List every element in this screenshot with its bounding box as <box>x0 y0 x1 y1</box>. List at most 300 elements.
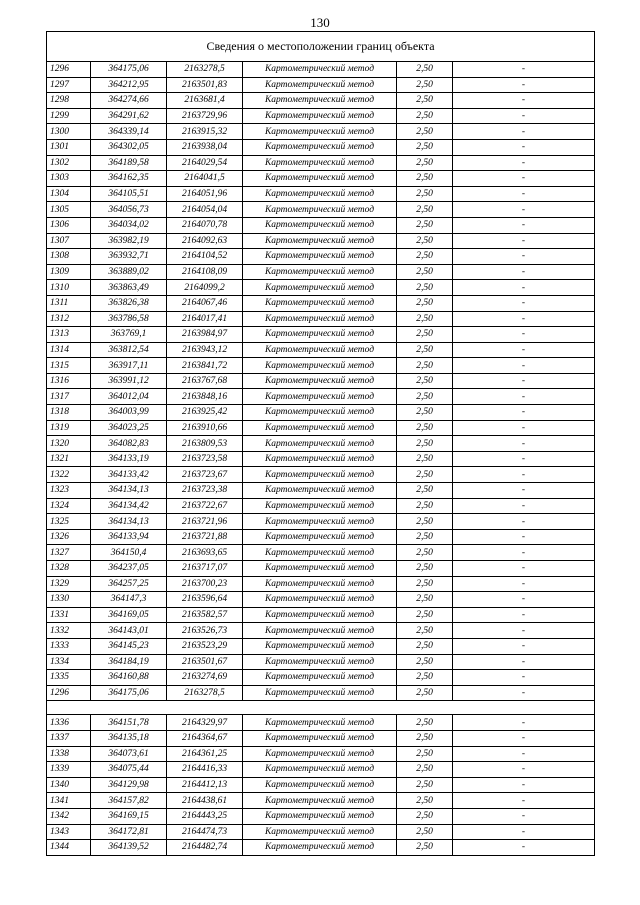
coord-y-cell: 2163943,12 <box>167 342 243 358</box>
description-cell: - <box>453 808 595 824</box>
coord-x-cell: 364075,44 <box>91 762 167 778</box>
table-row <box>47 467 595 483</box>
precision-cell: 2,50 <box>397 592 453 608</box>
point-number-cell: 1314 <box>47 342 91 358</box>
coord-x-cell: 364172,81 <box>91 824 167 840</box>
description-cell: - <box>453 840 595 856</box>
method-cell: Картометрический метод <box>243 514 397 530</box>
precision-cell: 2,50 <box>397 373 453 389</box>
description-cell: - <box>453 124 595 140</box>
coord-y-cell: 2163278,5 <box>167 685 243 701</box>
method-cell: Картометрический метод <box>243 685 397 701</box>
point-number-cell: 1306 <box>47 217 91 233</box>
precision-cell: 2,50 <box>397 342 453 358</box>
coord-y-cell: 2163722,67 <box>167 498 243 514</box>
coord-x-cell: 364274,66 <box>91 93 167 109</box>
precision-cell: 2,50 <box>397 62 453 78</box>
table-title-row <box>47 32 595 62</box>
description-cell: - <box>453 249 595 265</box>
point-number-cell: 1308 <box>47 249 91 265</box>
coord-y-cell: 2163841,72 <box>167 358 243 374</box>
coord-x-cell: 364133,19 <box>91 451 167 467</box>
method-cell: Картометрический метод <box>243 436 397 452</box>
method-cell: Картометрический метод <box>243 327 397 343</box>
coord-x-cell: 364135,18 <box>91 730 167 746</box>
table-row <box>47 249 595 265</box>
precision-cell: 2,50 <box>397 202 453 218</box>
table-row <box>47 108 595 124</box>
coord-x-cell: 364175,06 <box>91 62 167 78</box>
point-number-cell: 1319 <box>47 420 91 436</box>
point-number-cell: 1331 <box>47 607 91 623</box>
precision-cell: 2,50 <box>397 77 453 93</box>
description-cell: - <box>453 62 595 78</box>
block-separator-row <box>47 701 595 715</box>
precision-cell: 2,50 <box>397 685 453 701</box>
table-row <box>47 311 595 327</box>
coord-y-cell: 2164443,25 <box>167 808 243 824</box>
description-cell: - <box>453 623 595 639</box>
point-number-cell: 1304 <box>47 186 91 202</box>
description-cell: - <box>453 576 595 592</box>
point-number-cell: 1318 <box>47 405 91 421</box>
description-cell: - <box>453 280 595 296</box>
table-row <box>47 576 595 592</box>
method-cell: Картометрический метод <box>243 77 397 93</box>
method-cell: Картометрический метод <box>243 358 397 374</box>
precision-cell: 2,50 <box>397 249 453 265</box>
precision-cell: 2,50 <box>397 155 453 171</box>
description-cell: - <box>453 451 595 467</box>
table-row <box>47 436 595 452</box>
coord-x-cell: 363917,11 <box>91 358 167 374</box>
precision-cell: 2,50 <box>397 295 453 311</box>
point-number-cell: 1313 <box>47 327 91 343</box>
point-number-cell: 1303 <box>47 171 91 187</box>
coord-y-cell: 2163700,23 <box>167 576 243 592</box>
table-row <box>47 730 595 746</box>
point-number-cell: 1322 <box>47 467 91 483</box>
method-cell: Картометрический метод <box>243 467 397 483</box>
table-row <box>47 280 595 296</box>
coord-x-cell: 363889,02 <box>91 264 167 280</box>
table-row <box>47 202 595 218</box>
description-cell: - <box>453 217 595 233</box>
precision-cell: 2,50 <box>397 576 453 592</box>
table-row <box>47 405 595 421</box>
point-number-cell: 1334 <box>47 654 91 670</box>
precision-cell: 2,50 <box>397 840 453 856</box>
method-cell: Картометрический метод <box>243 623 397 639</box>
precision-cell: 2,50 <box>397 186 453 202</box>
coord-y-cell: 2163596,64 <box>167 592 243 608</box>
precision-cell: 2,50 <box>397 514 453 530</box>
precision-cell: 2,50 <box>397 451 453 467</box>
coord-x-cell: 364145,23 <box>91 638 167 654</box>
table-row <box>47 358 595 374</box>
precision-cell: 2,50 <box>397 389 453 405</box>
coord-y-cell: 2163848,16 <box>167 389 243 405</box>
coord-x-cell: 364073,61 <box>91 746 167 762</box>
point-number-cell: 1309 <box>47 264 91 280</box>
point-number-cell: 1332 <box>47 623 91 639</box>
coord-y-cell: 2164412,13 <box>167 777 243 793</box>
coord-y-cell: 2163523,29 <box>167 638 243 654</box>
method-cell: Картометрический метод <box>243 217 397 233</box>
coord-x-cell: 364134,13 <box>91 483 167 499</box>
method-cell: Картометрический метод <box>243 808 397 824</box>
precision-cell: 2,50 <box>397 139 453 155</box>
coord-y-cell: 2164474,73 <box>167 824 243 840</box>
table-row <box>47 592 595 608</box>
description-cell: - <box>453 420 595 436</box>
table-row <box>47 840 595 856</box>
description-cell: - <box>453 498 595 514</box>
precision-cell: 2,50 <box>397 762 453 778</box>
point-number-cell: 1305 <box>47 202 91 218</box>
precision-cell: 2,50 <box>397 436 453 452</box>
method-cell: Картометрический метод <box>243 373 397 389</box>
precision-cell: 2,50 <box>397 561 453 577</box>
description-cell: - <box>453 670 595 686</box>
point-number-cell: 1333 <box>47 638 91 654</box>
table-row <box>47 186 595 202</box>
coord-x-cell: 363982,19 <box>91 233 167 249</box>
coord-y-cell: 2163501,83 <box>167 77 243 93</box>
point-number-cell: 1325 <box>47 514 91 530</box>
description-cell: - <box>453 715 595 731</box>
coord-x-cell: 364339,14 <box>91 124 167 140</box>
point-number-cell: 1321 <box>47 451 91 467</box>
point-number-cell: 1315 <box>47 358 91 374</box>
table-row <box>47 389 595 405</box>
description-cell: - <box>453 233 595 249</box>
method-cell: Картометрический метод <box>243 420 397 436</box>
coord-x-cell: 364162,35 <box>91 171 167 187</box>
method-cell: Картометрический метод <box>243 746 397 762</box>
method-cell: Картометрический метод <box>243 451 397 467</box>
precision-cell: 2,50 <box>397 171 453 187</box>
method-cell: Картометрический метод <box>243 186 397 202</box>
point-number-cell: 1323 <box>47 483 91 499</box>
coord-x-cell: 364133,42 <box>91 467 167 483</box>
precision-cell: 2,50 <box>397 824 453 840</box>
precision-cell: 2,50 <box>397 623 453 639</box>
method-cell: Картометрический метод <box>243 233 397 249</box>
description-cell: - <box>453 654 595 670</box>
point-number-cell: 1296 <box>47 62 91 78</box>
coord-y-cell: 2164099,2 <box>167 280 243 296</box>
table-row <box>47 670 595 686</box>
table-row <box>47 654 595 670</box>
coord-x-cell: 363769,1 <box>91 327 167 343</box>
description-cell: - <box>453 762 595 778</box>
coord-y-cell: 2163915,32 <box>167 124 243 140</box>
coord-x-cell: 363991,12 <box>91 373 167 389</box>
description-cell: - <box>453 483 595 499</box>
coord-y-cell: 2164482,74 <box>167 840 243 856</box>
precision-cell: 2,50 <box>397 124 453 140</box>
table-row <box>47 762 595 778</box>
coord-y-cell: 2163582,57 <box>167 607 243 623</box>
coord-x-cell: 364034,02 <box>91 217 167 233</box>
table-row <box>47 124 595 140</box>
coord-y-cell: 2164438,61 <box>167 793 243 809</box>
point-number-cell: 1299 <box>47 108 91 124</box>
precision-cell: 2,50 <box>397 498 453 514</box>
coord-x-cell: 364160,88 <box>91 670 167 686</box>
table-row <box>47 514 595 530</box>
method-cell: Картометрический метод <box>243 777 397 793</box>
coord-y-cell: 2164364,67 <box>167 730 243 746</box>
table-row <box>47 171 595 187</box>
coord-y-cell: 2163729,96 <box>167 108 243 124</box>
point-number-cell: 1338 <box>47 746 91 762</box>
method-cell: Картометрический метод <box>243 730 397 746</box>
method-cell: Картометрический метод <box>243 295 397 311</box>
method-cell: Картометрический метод <box>243 155 397 171</box>
coord-x-cell: 364184,19 <box>91 654 167 670</box>
coord-y-cell: 2163274,69 <box>167 670 243 686</box>
coord-y-cell: 2164029,54 <box>167 155 243 171</box>
precision-cell: 2,50 <box>397 93 453 109</box>
method-cell: Картометрический метод <box>243 561 397 577</box>
coord-x-cell: 364139,52 <box>91 840 167 856</box>
method-cell: Картометрический метод <box>243 824 397 840</box>
description-cell: - <box>453 311 595 327</box>
description-cell: - <box>453 685 595 701</box>
point-number-cell: 1300 <box>47 124 91 140</box>
coord-x-cell: 364105,51 <box>91 186 167 202</box>
description-cell: - <box>453 467 595 483</box>
method-cell: Картометрический метод <box>243 483 397 499</box>
method-cell: Картометрический метод <box>243 342 397 358</box>
point-number-cell: 1324 <box>47 498 91 514</box>
coord-y-cell: 2163723,38 <box>167 483 243 499</box>
point-number-cell: 1339 <box>47 762 91 778</box>
point-number-cell: 1336 <box>47 715 91 731</box>
coord-x-cell: 363932,71 <box>91 249 167 265</box>
boundary-coordinates-table <box>46 31 595 856</box>
coord-y-cell: 2163925,42 <box>167 405 243 421</box>
description-cell: - <box>453 824 595 840</box>
coord-y-cell: 2164104,52 <box>167 249 243 265</box>
point-number-cell: 1342 <box>47 808 91 824</box>
precision-cell: 2,50 <box>397 670 453 686</box>
description-cell: - <box>453 202 595 218</box>
point-number-cell: 1328 <box>47 561 91 577</box>
point-number-cell: 1343 <box>47 824 91 840</box>
coord-x-cell: 364157,82 <box>91 793 167 809</box>
method-cell: Картометрический метод <box>243 171 397 187</box>
table-row <box>47 529 595 545</box>
coord-x-cell: 364082,83 <box>91 436 167 452</box>
table-row <box>47 264 595 280</box>
table-body <box>47 32 595 856</box>
description-cell: - <box>453 171 595 187</box>
point-number-cell: 1296 <box>47 685 91 701</box>
coord-y-cell: 2163681,4 <box>167 93 243 109</box>
method-cell: Картометрический метод <box>243 264 397 280</box>
coord-y-cell: 2164329,97 <box>167 715 243 731</box>
table-row <box>47 217 595 233</box>
description-cell: - <box>453 373 595 389</box>
point-number-cell: 1302 <box>47 155 91 171</box>
coord-x-cell: 364212,95 <box>91 77 167 93</box>
coord-y-cell: 2164361,25 <box>167 746 243 762</box>
description-cell: - <box>453 730 595 746</box>
coord-y-cell: 2163809,53 <box>167 436 243 452</box>
coord-y-cell: 2164051,96 <box>167 186 243 202</box>
point-number-cell: 1330 <box>47 592 91 608</box>
precision-cell: 2,50 <box>397 545 453 561</box>
description-cell: - <box>453 793 595 809</box>
coord-y-cell: 2164067,46 <box>167 295 243 311</box>
block-separator <box>47 701 595 715</box>
point-number-cell: 1340 <box>47 777 91 793</box>
coord-x-cell: 364023,25 <box>91 420 167 436</box>
method-cell: Картометрический метод <box>243 280 397 296</box>
table-row <box>47 155 595 171</box>
point-number-cell: 1344 <box>47 840 91 856</box>
method-cell: Картометрический метод <box>243 139 397 155</box>
coord-y-cell: 2164070,78 <box>167 217 243 233</box>
point-number-cell: 1341 <box>47 793 91 809</box>
description-cell: - <box>453 746 595 762</box>
point-number-cell: 1329 <box>47 576 91 592</box>
coord-x-cell: 363826,38 <box>91 295 167 311</box>
table-row <box>47 327 595 343</box>
point-number-cell: 1312 <box>47 311 91 327</box>
coord-x-cell: 363812,54 <box>91 342 167 358</box>
coord-y-cell: 2163721,88 <box>167 529 243 545</box>
precision-cell: 2,50 <box>397 638 453 654</box>
description-cell: - <box>453 93 595 109</box>
table-row <box>47 295 595 311</box>
coord-y-cell: 2164092,63 <box>167 233 243 249</box>
coord-x-cell: 363786,58 <box>91 311 167 327</box>
method-cell: Картометрический метод <box>243 840 397 856</box>
page-number: 130 <box>310 15 330 30</box>
description-cell: - <box>453 607 595 623</box>
description-cell: - <box>453 529 595 545</box>
coord-x-cell: 364302,05 <box>91 139 167 155</box>
precision-cell: 2,50 <box>397 233 453 249</box>
method-cell: Картометрический метод <box>243 793 397 809</box>
table-title: Сведения о местоположении границ объекта <box>47 32 595 62</box>
description-cell: - <box>453 638 595 654</box>
precision-cell: 2,50 <box>397 405 453 421</box>
point-number-cell: 1316 <box>47 373 91 389</box>
method-cell: Картометрический метод <box>243 670 397 686</box>
table-row <box>47 77 595 93</box>
table-row <box>47 793 595 809</box>
description-cell: - <box>453 295 595 311</box>
table-row <box>47 420 595 436</box>
coord-y-cell: 2164416,33 <box>167 762 243 778</box>
method-cell: Картометрический метод <box>243 498 397 514</box>
coord-y-cell: 2163910,66 <box>167 420 243 436</box>
coord-y-cell: 2164054,04 <box>167 202 243 218</box>
coord-y-cell: 2164017,41 <box>167 311 243 327</box>
table-row <box>47 607 595 623</box>
table-row <box>47 483 595 499</box>
description-cell: - <box>453 436 595 452</box>
table-row <box>47 545 595 561</box>
precision-cell: 2,50 <box>397 607 453 623</box>
method-cell: Картометрический метод <box>243 389 397 405</box>
coord-x-cell: 364134,13 <box>91 514 167 530</box>
coord-x-cell: 364175,06 <box>91 685 167 701</box>
table-row <box>47 342 595 358</box>
method-cell: Картометрический метод <box>243 576 397 592</box>
precision-cell: 2,50 <box>397 327 453 343</box>
coord-y-cell: 2164108,09 <box>167 264 243 280</box>
table-row <box>47 233 595 249</box>
description-cell: - <box>453 186 595 202</box>
description-cell: - <box>453 77 595 93</box>
point-number-cell: 1297 <box>47 77 91 93</box>
point-number-cell: 1327 <box>47 545 91 561</box>
description-cell: - <box>453 545 595 561</box>
coord-x-cell: 364151,78 <box>91 715 167 731</box>
coord-x-cell: 364169,05 <box>91 607 167 623</box>
coord-x-cell: 364150,4 <box>91 545 167 561</box>
method-cell: Картометрический метод <box>243 762 397 778</box>
method-cell: Картометрический метод <box>243 607 397 623</box>
coord-x-cell: 364134,42 <box>91 498 167 514</box>
precision-cell: 2,50 <box>397 777 453 793</box>
precision-cell: 2,50 <box>397 217 453 233</box>
description-cell: - <box>453 264 595 280</box>
table-row <box>47 139 595 155</box>
point-number-cell: 1310 <box>47 280 91 296</box>
description-cell: - <box>453 405 595 421</box>
precision-cell: 2,50 <box>397 654 453 670</box>
description-cell: - <box>453 327 595 343</box>
precision-cell: 2,50 <box>397 529 453 545</box>
method-cell: Картометрический метод <box>243 249 397 265</box>
precision-cell: 2,50 <box>397 808 453 824</box>
coord-x-cell: 364012,04 <box>91 389 167 405</box>
table-row <box>47 715 595 731</box>
description-cell: - <box>453 155 595 171</box>
method-cell: Картометрический метод <box>243 311 397 327</box>
coord-y-cell: 2163938,04 <box>167 139 243 155</box>
point-number-cell: 1311 <box>47 295 91 311</box>
coord-x-cell: 364237,05 <box>91 561 167 577</box>
coord-x-cell: 364169,15 <box>91 808 167 824</box>
coord-y-cell: 2163526,73 <box>167 623 243 639</box>
table-row <box>47 623 595 639</box>
table-row <box>47 498 595 514</box>
description-cell: - <box>453 592 595 608</box>
method-cell: Картометрический метод <box>243 108 397 124</box>
coord-x-cell: 364133,94 <box>91 529 167 545</box>
description-cell: - <box>453 777 595 793</box>
precision-cell: 2,50 <box>397 311 453 327</box>
table-row <box>47 777 595 793</box>
table-row <box>47 373 595 389</box>
coord-x-cell: 364189,58 <box>91 155 167 171</box>
description-cell: - <box>453 358 595 374</box>
description-cell: - <box>453 139 595 155</box>
method-cell: Картометрический метод <box>243 124 397 140</box>
point-number-cell: 1317 <box>47 389 91 405</box>
precision-cell: 2,50 <box>397 420 453 436</box>
point-number-cell: 1320 <box>47 436 91 452</box>
description-cell: - <box>453 561 595 577</box>
